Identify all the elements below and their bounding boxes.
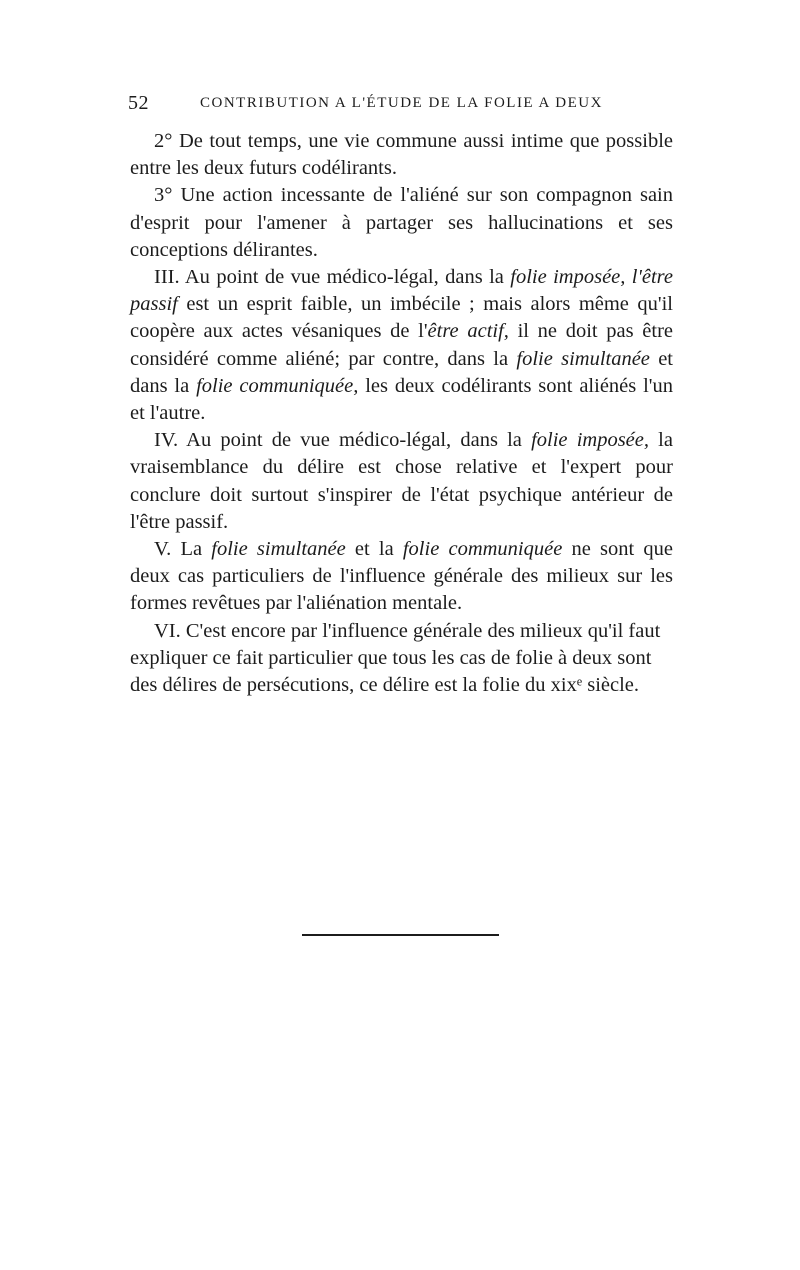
italic-phrase: folie imposée, <box>531 429 649 452</box>
text-run: 3° Une action incessante de l'aliéné sur son compagnon sain d'esprit pour l'amener à partager ses hallucinations et ses conceptions délirantes. <box>130 184 673 261</box>
page-number: 52 <box>128 92 149 114</box>
italic-phrase: folie simultanée <box>211 538 346 561</box>
paragraph-conclusion-IV <box>130 427 673 536</box>
paragraph-conclusion-III <box>130 264 673 427</box>
text-run: IV. Au point de vue médico-légal, dans la <box>154 429 532 452</box>
text-run: III. Au point de vue médico-légal, dans la <box>154 266 511 289</box>
text-run: et la <box>345 538 403 561</box>
italic-phrase: être actif, <box>427 320 509 343</box>
paragraph-conclusion-2 <box>130 128 673 182</box>
text-run: 2° De tout temps, une vie commune aussi intime que possible entre les deux futurs codélirants. <box>130 130 673 180</box>
italic-phrase: folie communiquée, <box>196 374 359 397</box>
page-header <box>128 92 673 116</box>
text-run: VI. C'est encore par l'influence générale des milieux qu'il faut expliquer ce fait particulier que tous les cas de folie à deux sont des délires de persécutions, ce délire est la folie du xixᵉ siècle. <box>130 619 661 697</box>
running-title: CONTRIBUTION A L'ÉTUDE DE LA FOLIE A DEUX <box>200 95 603 111</box>
text-run: les deux codélirants sont aliénés l'un et l'autre. <box>130 374 673 425</box>
paragraph-conclusion-3 <box>130 182 673 264</box>
end-rule <box>302 934 499 936</box>
italic-phrase: folie simultanée <box>516 347 650 370</box>
text-run: V. La <box>154 538 212 561</box>
paragraph-conclusion-VI <box>130 618 673 700</box>
text-run: est un esprit faible, un imbécile ; mais alors même qu'il coopère aux actes vésaniques de l' <box>130 293 673 343</box>
italic-phrase: folie imposée, l'être passif <box>130 266 673 316</box>
text-run: et dans la <box>130 347 673 397</box>
text-run: il ne doit pas être considéré comme aliéné; par contre, dans la <box>130 320 673 370</box>
italic-phrase: folie communiquée <box>402 538 563 561</box>
text-run: ne sont que deux cas particuliers de l'influence générale des milieux sur les formes revêtues par l'aliénation mentale. <box>130 538 673 615</box>
paragraph-conclusion-V <box>130 536 673 618</box>
text-run: la vraisemblance du délire est chose relative et l'expert pour conclure doit surtout s'inspirer de l'état psychique antérieur de l'être passif. <box>130 429 673 533</box>
body-text <box>130 128 673 699</box>
